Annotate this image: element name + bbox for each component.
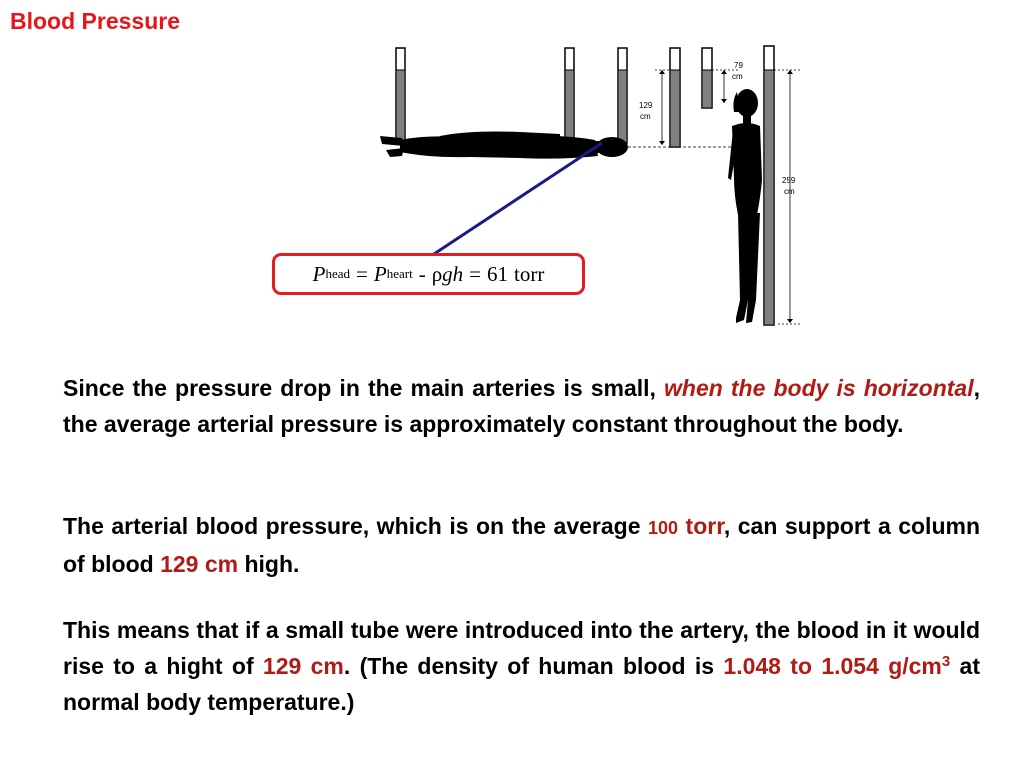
page-title: Blood Pressure [10, 8, 180, 34]
tube-1 [396, 48, 405, 143]
p2-text-c: high. [238, 551, 300, 577]
tube-2 [565, 48, 574, 142]
formula-p-heart: P [373, 261, 387, 286]
label-129-unit: cm [640, 112, 651, 121]
paragraph-2 [63, 508, 980, 582]
horizontal-body-silhouette [380, 132, 628, 159]
dimension-259 [774, 70, 800, 324]
formula-unit: torr [514, 261, 545, 286]
formula-box [272, 253, 585, 295]
formula-sub-head: head [325, 266, 351, 281]
formula-value: 61 [487, 261, 509, 286]
tube-6 [764, 46, 774, 325]
label-259-unit: cm [784, 187, 795, 196]
p2-text-a: The arterial blood pressure, which is on the average [63, 513, 648, 539]
p3-density-exponent: 3 [941, 653, 951, 670]
standing-body-silhouette [728, 89, 762, 323]
p2-pressure-unit: torr [678, 513, 724, 539]
label-129: 129 [639, 101, 653, 110]
label-259: 259 [782, 176, 796, 185]
p2-pressure-number: 100 [648, 518, 679, 538]
label-79: 79 [734, 61, 743, 70]
p3-text-a: This means that if a small tube were introduced into the artery, the blood in it would rise to a hight of [63, 617, 980, 679]
label-79-unit: cm [732, 72, 743, 81]
formula-minus: - [418, 261, 426, 286]
p2-column-height: 129 cm [160, 551, 239, 577]
paragraph-3 [63, 612, 980, 720]
formula-sub-heart: heart [386, 266, 413, 281]
tube-5 [702, 48, 712, 108]
formula-rho: ρ [431, 261, 443, 286]
p3-density: 1.048 to 1.054 g/cm [723, 653, 942, 679]
formula-g: g [442, 261, 453, 286]
p1-emphasis: when the body is horizontal [664, 375, 974, 401]
tube-3 [618, 48, 627, 143]
p3-height: 129 cm [262, 653, 344, 679]
p1-text-a: Since the pressure drop in the main arteries is small, [63, 375, 665, 401]
tube-4 [670, 48, 680, 147]
paragraph-1 [63, 370, 980, 442]
formula-equals-1: = [356, 261, 368, 286]
formula-p-head: P [312, 261, 326, 286]
formula-equals-2: = [469, 261, 482, 286]
formula-h: h [452, 261, 464, 286]
p2-text-b: , can support a column of blood [63, 513, 980, 577]
pointer-line [434, 143, 602, 254]
p3-text-b: . (The density of human blood is [343, 653, 724, 679]
p3-text-c: at normal body temperature.) [63, 653, 981, 715]
p1-text-c: , the average arterial pressure is approximately constant throughout the body. [63, 375, 981, 437]
